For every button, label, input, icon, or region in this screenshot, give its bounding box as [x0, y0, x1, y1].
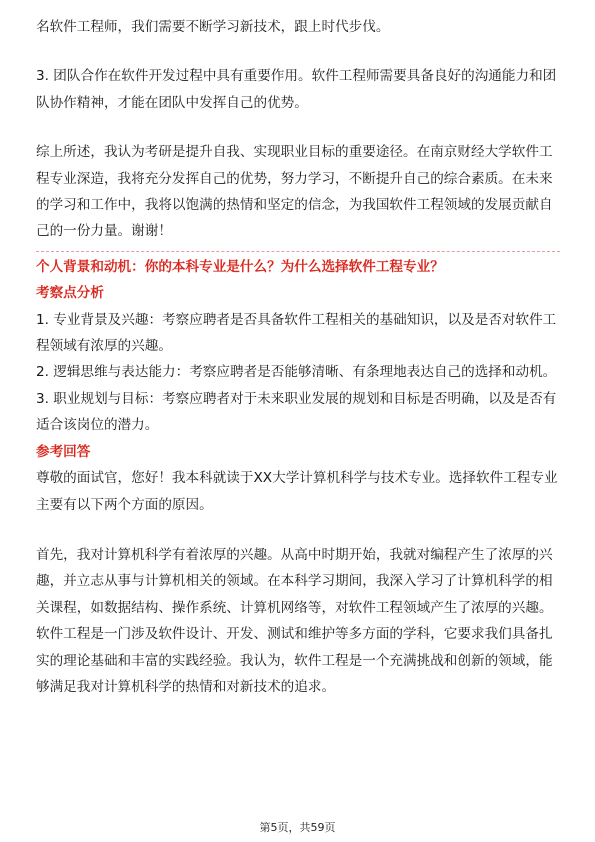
analysis-point-2: 2. 逻辑思维与表达能力：考察应聘者是否能够清晰、有条理地表达自己的选择和动机。	[36, 364, 557, 381]
answer-heading: 参考回答	[36, 443, 91, 460]
page-number: 第5页，共59页	[259, 821, 336, 834]
paragraph-spacer	[36, 40, 560, 63]
intro-line: 名软件工程师，我们需要不断学习新技术，跟上时代步伐。	[36, 19, 390, 35]
paragraph-spacer	[36, 116, 560, 139]
intro-point-3: 3. 团队合作在软件开发过程中具有重要作用。软件工程师需要具备良好的沟通能力和团队协作精神，才能在团队中发挥自己的优势。	[36, 68, 557, 111]
answer-paragraph-2: 首先，我对计算机科学有着浓厚的兴趣。从高中时期开始，我就对编程产生了浓厚的兴趣，并立志从事与计算机相关的领域。在本科学习期间，我深入学习了计算机科学的相关课程，如数据结构、操作系统、计算机网络等，对软件工程领域产生了浓厚的兴趣。软件工程是一门涉及软件设计、开发、测试和维护等多方面的学科，它要求我们具备扎实的理论基础和丰富的实践经验。我认为，软件工程是一个充满挑战和创新的领域，能够满足我对计算机科学的热情和对新技术的追求。	[36, 546, 553, 695]
answer-paragraph-1: 尊敬的面试官，您好！我本科就读于XX大学计算机科学与技术专业。选择软件工程专业主要有以下两个方面的原因。	[36, 470, 558, 513]
analysis-point-1: 1. 专业背景及兴趣：考察应聘者是否具备软件工程相关的基础知识，以及是否对软件工程领域有浓厚的兴趣。	[36, 311, 557, 355]
paragraph-spacer	[36, 518, 560, 542]
page-content	[36, 14, 560, 700]
interview-question: 个人背景和动机：你的本科专业是什么？为什么选择软件工程专业？	[36, 258, 444, 275]
analysis-point-3: 3. 职业规划与目标：考察应聘者对于未来职业发展的规划和目标是否明确，以及是否有适合该岗位的潜力。	[36, 390, 557, 434]
analysis-heading: 考察点分析	[36, 285, 104, 302]
section-divider	[36, 251, 560, 252]
conclusion-paragraph: 综上所述，我认为考研是提升自我、实现职业目标的重要途径。在南京财经大学软件工程专业深造，我将充分发挥自己的优势，努力学习，不断提升自己的综合素质。在未来的学习和工作中，我将以饱满的热情和坚定的信念，为我国软件工程领域的发展贡献自己的一份力量。谢谢！	[36, 144, 553, 240]
